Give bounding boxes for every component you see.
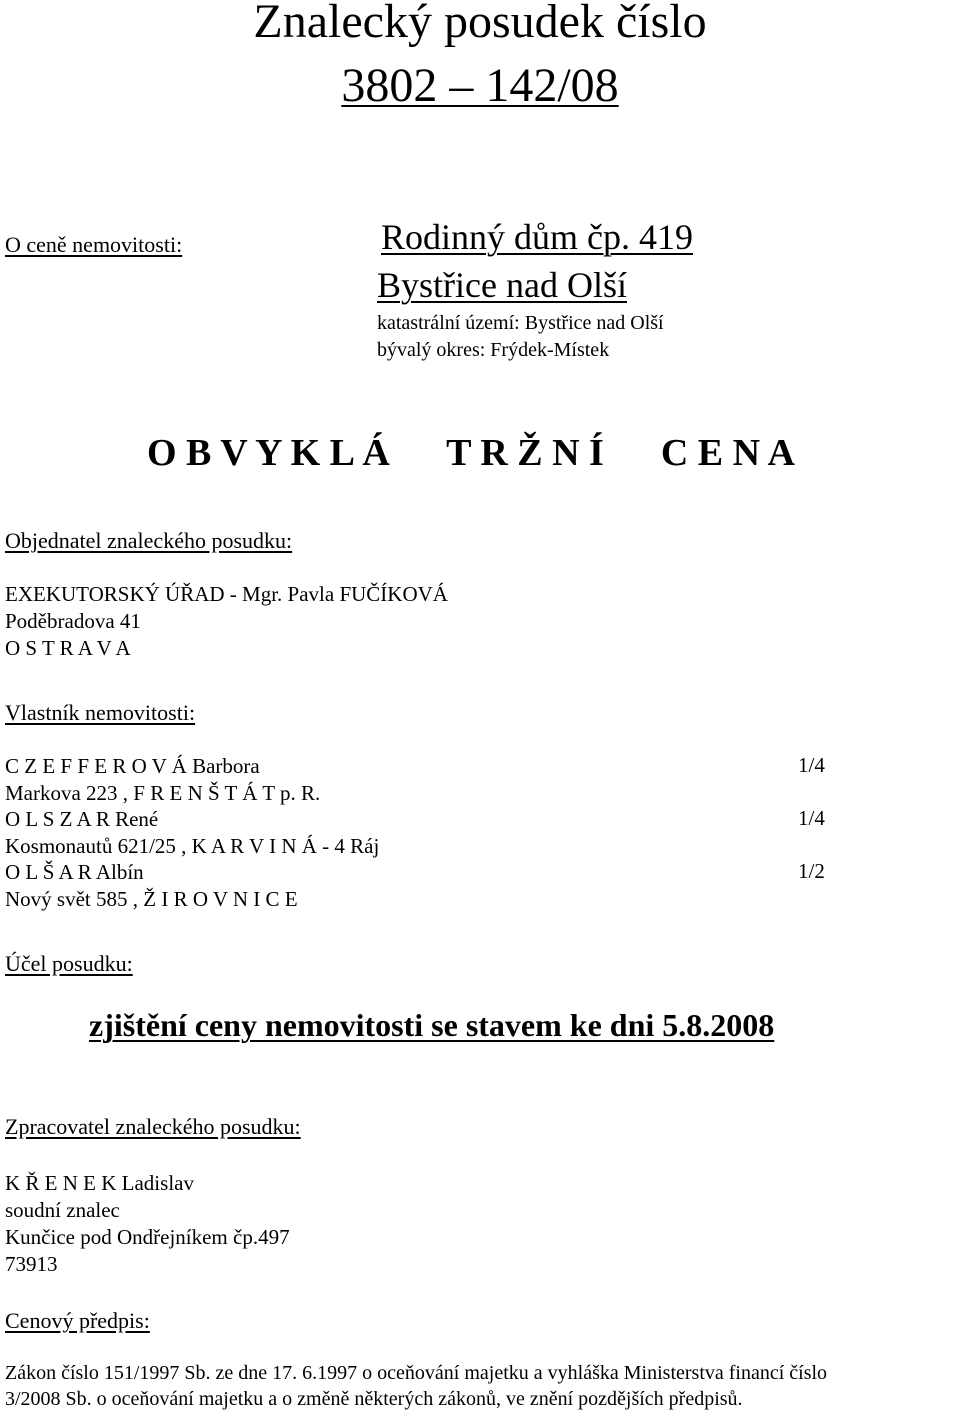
author-line: K Ř E N E K Ladislav <box>5 1171 194 1195</box>
owner-name: O L S Z A R René <box>5 807 159 831</box>
client-line: EXEKUTORSKÝ ÚŘAD - Mgr. Pavla FUČÍKOVÁ <box>5 582 448 606</box>
property-cadastral: katastrální území: Bystřice nad Olší <box>377 312 664 334</box>
document-number <box>0 58 960 114</box>
owner-share: 1/4 <box>798 753 825 777</box>
owner-share: 1/2 <box>798 859 825 883</box>
owner-address: Nový svět 585 , Ž I R O V N I C E <box>5 887 298 911</box>
property-place: Bystřice nad Olší <box>377 265 627 305</box>
owners-label: Vlastník nemovitosti: <box>5 700 196 725</box>
price-heading-part1: O B V Y K L Á <box>147 432 390 474</box>
property-name: Rodinný dům čp. 419 <box>381 217 693 257</box>
owner-share: 1/4 <box>798 806 825 830</box>
price-heading-part2: T R Ž N Í <box>446 432 604 474</box>
price-heading-part3: C E N A <box>660 432 795 474</box>
owner-name: O L Š A R Albín <box>5 860 144 884</box>
author-line: Kunčice pod Ondřejníkem čp.497 <box>5 1225 290 1249</box>
purpose-text: zjištění ceny nemovitosti se stavem ke dni 5.8.2008 <box>89 1007 775 1043</box>
regulation-label: Cenový předpis: <box>5 1308 150 1333</box>
author-line: soudní znalec <box>5 1198 120 1222</box>
document-number-text: 3802 – 142/08 <box>341 59 619 112</box>
purpose-label: Účel posudku: <box>5 951 133 976</box>
price-heading <box>147 432 795 474</box>
owner-address: Kosmonautů 621/25 , K A R V I N Á - 4 Ráj <box>5 834 380 858</box>
owner-address: Markova 223 , F R E N Š T Á T p. R. <box>5 781 321 805</box>
client-line: Poděbradova 41 <box>5 609 141 633</box>
property-label: O ceně nemovitosti: <box>5 232 183 257</box>
regulation-line: 3/2008 Sb. o oceňování majetku a o změně některých zákonů, ve znění pozdějších předpisů. <box>5 1388 743 1410</box>
author-line: 73913 <box>5 1252 58 1276</box>
author-label: Zpracovatel znaleckého posudku: <box>5 1114 301 1139</box>
regulation-line: Zákon číslo 151/1997 Sb. ze dne 17. 6.1997 o oceňování majetku a vyhláška Ministerstva financí číslo <box>5 1362 828 1384</box>
client-line: O S T R A V A <box>5 636 131 660</box>
property-district: bývalý okres: Frýdek-Místek <box>377 339 610 361</box>
document-title: Znalecký posudek číslo <box>253 0 707 48</box>
client-label: Objednatel znaleckého posudku: <box>5 528 293 553</box>
owner-name: C Z E F F E R O V Á Barbora <box>5 754 260 778</box>
